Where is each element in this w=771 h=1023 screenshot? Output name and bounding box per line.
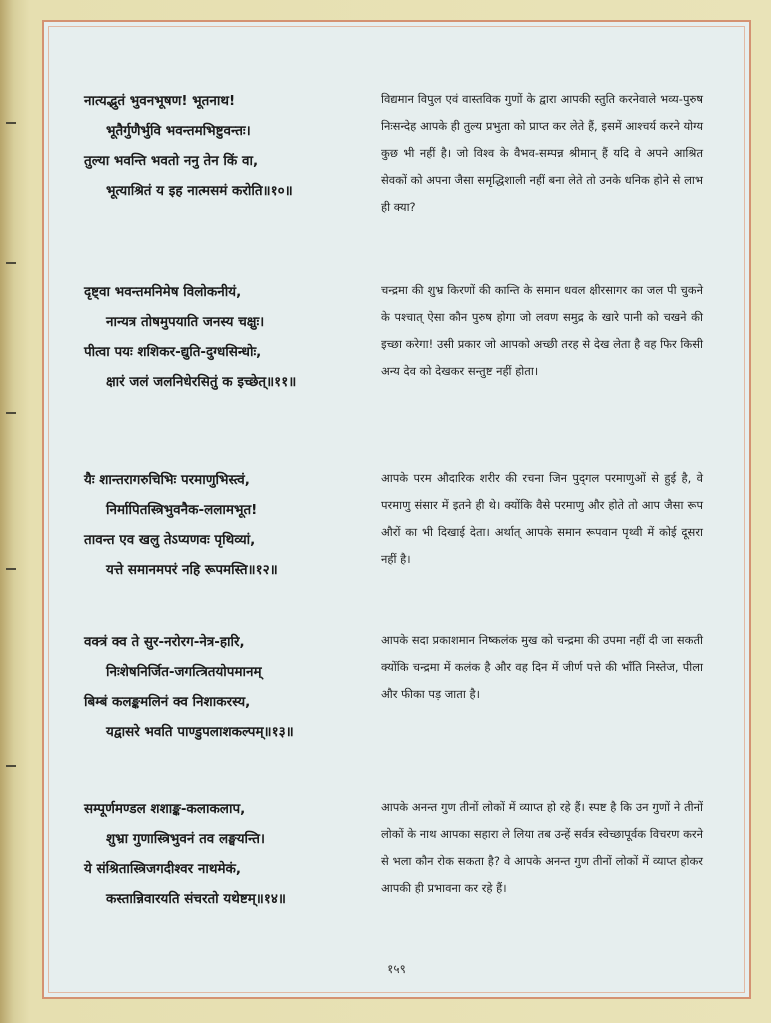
binding-thread-mark <box>6 568 16 570</box>
hindi-translation: विद्यमान विपुल एवं वास्तविक गुणों के द्वारा आपकी स्तुति करनेवाले भव्य-पुरुष निःसन्देह आपके ही तुल्य प्रभुता को प्राप्त कर लेते हैं, इसमें आश्चर्य करने योग्य कुछ भी नहीं है। जो विश्व के वैभव-सम्पन्न श्रीमान् हैं यदि वे अपने आश्रित सेवकों को अपना जैसा समृद्धिशाली नहीं बना लेते तो उनके धनिक होने से लाभ ही क्या? <box>381 92 703 214</box>
verse-line: कस्तान्निवारयति संचरतो यथेष्टम्॥१४॥ <box>106 891 286 907</box>
verse-line: शुभ्रा गुणास्त्रिभुवनं तव लङ्घयन्ति। <box>106 831 266 847</box>
verse-line: सम्पूर्णमण्डल शशाङ्क-कलाकलाप, <box>84 801 246 817</box>
binding-thread-mark <box>6 262 16 264</box>
sanskrit-verse <box>84 86 384 206</box>
verse-line: भूत्याश्रितं य इह नात्मसमं करोति॥१०॥ <box>106 183 293 199</box>
sanskrit-verse <box>84 627 384 747</box>
sanskrit-verse <box>84 794 384 914</box>
verse-line: निःशेषनिर्जित-जगत्त्रितयोपमानम् <box>106 664 262 680</box>
verse-line: बिम्बं कलङ्कमलिनं क्व निशाकरस्य, <box>84 694 251 710</box>
verse-line: तावन्त एव खलु तेऽप्यणवः पृथिव्यां, <box>84 532 256 548</box>
verse-line: दृष्ट्वा भवन्तमनिमेष विलोकनीयं, <box>84 284 242 300</box>
verse-line: पीत्वा पयः शशिकर-द्युति-दुग्धसिन्धोः, <box>84 344 262 360</box>
verse-line: नात्यद्भुतं भुवनभूषण! भूतनाथ! <box>84 93 236 109</box>
hindi-translation: आपके अनन्त गुण तीनों लोकों में व्याप्त हो रहे हैं। स्पष्ट है कि उन गुणों ने तीनों लोकों के नाथ आपका सहारा ले लिया तब उन्हें सर्वत्र स्वेच्छापूर्वक विचरण करने से भला कौन रोक सकता है? वे आपके अनन्त गुण तीनों लोकों में व्याप्त होकर आपकी ही प्रभावना कर रहे हैं। <box>381 800 703 895</box>
content-panel <box>42 20 751 999</box>
verse-line: तुल्या भवन्ति भवतो ननु तेन किं वा, <box>84 153 259 169</box>
binding-thread-mark <box>6 122 16 124</box>
hindi-translation: चन्द्रमा की शुभ्र किरणों की कान्ति के समान धवल क्षीरसागर का जल पी चुकने के पश्चात् ऐसा कौन पुरुष होगा जो लवण समुद्र के खारे पानी को चखने की इच्छा करेगा! उसी प्रकार जो आपको अच्छी तरह से देख लेता है वह फिर किसी अन्य देव को देखकर सन्तुष्ट नहीं होता। <box>381 283 703 378</box>
verse-line: यैः शान्तरागरुचिभिः परमाणुभिस्त्वं, <box>84 472 250 488</box>
binding-thread-mark <box>6 765 16 767</box>
verse-line: निर्मापितस्त्रिभुवनैक-ललामभूत! <box>106 502 258 518</box>
verse-line: यद्वासरे भवति पाण्डुपलाशकल्पम्॥१३॥ <box>106 724 294 740</box>
hindi-translation: आपके सदा प्रकाशमान निष्कलंक मुख को चन्द्रमा की उपमा नहीं दी जा सकती क्योंकि चन्द्रमा में कलंक है और वह दिन में जीर्ण पत्ते की भाँति निस्तेज, पीला और फीका पड़ जाता है। <box>381 633 703 701</box>
verse-line: यत्ते समानमपरं नहि रूपमस्ति॥१२॥ <box>106 562 278 578</box>
sanskrit-verse <box>84 277 384 397</box>
sanskrit-verse <box>84 465 384 585</box>
verse-line: वक्त्रं क्व ते सुर-नरोरग-नेत्र-हारि, <box>84 634 245 650</box>
verse-line: नान्यत्र तोषमुपयाति जनस्य चक्षुः। <box>106 314 265 330</box>
verse-line: भूतैर्गुणैर्भुवि भवन्तमभिष्टुवन्तः। <box>106 123 251 139</box>
verse-line: क्षारं जलं जलनिधेरसितुं क इच्छेत्॥११॥ <box>106 374 297 390</box>
hindi-translation: आपके परम औदारिक शरीर की रचना जिन पुद्‌गल परमाणुओं से हुई है, वे परमाणु संसार में इतने ही थे। क्योंकि वैसे परमाणु और होते तो आप जैसा रूप औरों का भी दिखाई देता। अर्थात् आपके समान रूपवान पृथ्वी में कोई दूसरा नहीं है। <box>381 471 703 566</box>
page-number: १५९ <box>387 962 406 976</box>
binding-thread-mark <box>6 412 16 414</box>
verse-line: ये संश्रितास्त्रिजगदीश्वर नाथमेकं, <box>84 861 242 877</box>
